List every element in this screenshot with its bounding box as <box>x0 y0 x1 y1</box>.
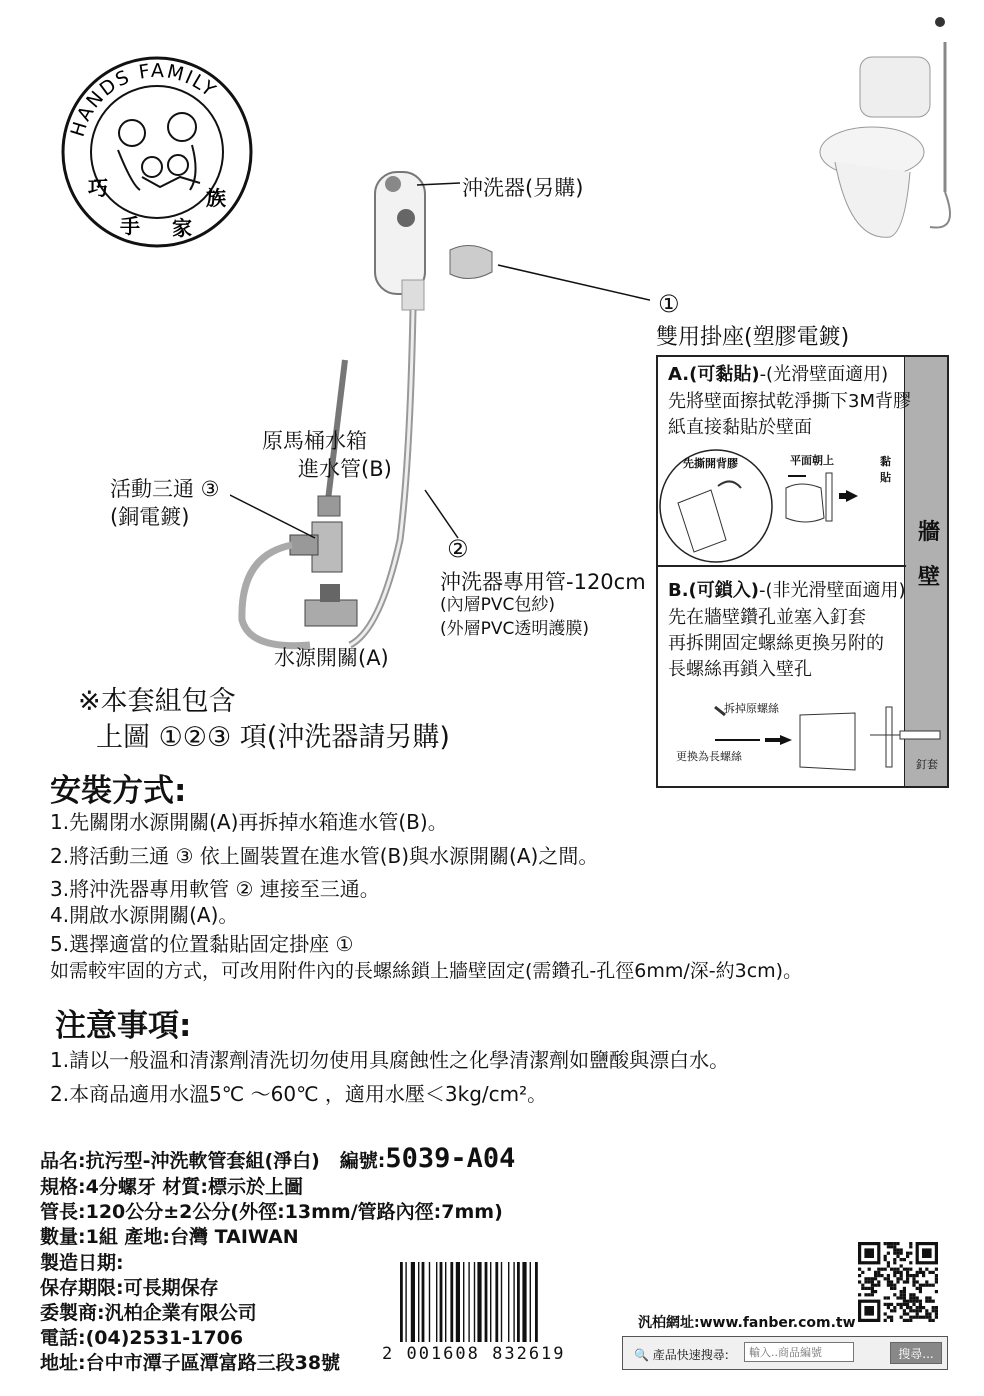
tee-label-2: (銅電鍍) <box>110 505 190 529</box>
valve-label: 水源開關(A) <box>274 646 389 670</box>
note-2: 2.本商品適用水溫5℃ ～60℃ ，適用水壓＜3kg/cm²。 <box>50 1082 548 1106</box>
hands-family-logo <box>60 55 255 250</box>
toilet-photo <box>810 12 980 252</box>
sprayer-label: 沖洗器(另購) <box>462 176 584 200</box>
method-a-line-1: 先將壁面擦拭乾淨撕下3M背膠 <box>668 391 911 412</box>
install-step-3: 3.將沖洗器專用軟管 ② 連接至三通。 <box>50 877 380 901</box>
hose-label-2: (內層PVC包紗) <box>440 595 556 615</box>
logo-arc-text: HANDS FAMILY <box>66 59 221 140</box>
product-spec: 規格:4分螺牙 材質:標示於上圖 <box>40 1176 304 1198</box>
search-input[interactable] <box>744 1342 854 1362</box>
method-b-line-1: 先在牆壁鑽孔並塞入釘套 <box>668 607 866 628</box>
wall-char-1: 牆 <box>918 520 941 545</box>
logo-char-2: 手 <box>120 214 140 238</box>
phone: 電話:(04)2531-1706 <box>40 1327 244 1349</box>
manufacturer: 委製商:汎柏企業有限公司 <box>40 1302 257 1324</box>
method-b-illustration <box>660 695 950 780</box>
product-qty: 數量:1組 產地:台灣 TAIWAN <box>40 1226 299 1248</box>
peel-backing-label: 先撕開背膠 <box>683 457 738 470</box>
search-button[interactable]: 搜尋... <box>890 1342 942 1364</box>
kit-note-2: 上圖 ①②③ 項(沖洗器請另購) <box>96 722 450 753</box>
stick-label: 黏貼 <box>880 455 891 484</box>
search-icon: 🔍 <box>634 1348 649 1362</box>
product-name: 品名:抗污型-沖洗軟管套組(淨白) 編號:5039-A04 <box>40 1143 516 1174</box>
address: 地址:台中市潭子區潭富路三段38號 <box>40 1352 341 1374</box>
remove-screw-label: 拆掉原螺絲 <box>724 702 779 715</box>
product-length: 管長:120公分±2公分(外徑:13mm/管路內徑:7mm) <box>40 1201 503 1223</box>
install-title: 安裝方式: <box>50 773 187 809</box>
inlet-label-1: 原馬桶水箱 <box>262 429 367 453</box>
flat-side-label: 平面朝上 <box>790 454 834 467</box>
install-step-2: 2.將活動三通 ③ 依上圖裝置在進水管(B)與水源開關(A)之間。 <box>50 844 599 868</box>
hose-label-3: (外層PVC透明護膜) <box>440 619 590 639</box>
method-a-line-2: 紙直接黏貼於壁面 <box>668 417 812 438</box>
install-step-5-note: 如需較牢固的方式，可改用附件內的長螺絲鎖上牆壁固定(需鑽孔-孔徑6mm/深-約3cm)。 <box>50 960 803 982</box>
method-b-line-2: 再拆開固定螺絲更換另附的 <box>668 633 884 654</box>
barcode <box>398 1262 588 1344</box>
hose-number: ② <box>447 535 469 563</box>
tee-label-1: 活動三通 ③ <box>110 477 220 501</box>
manufacture-date: 製造日期: <box>40 1252 124 1274</box>
logo-char-4: 族 <box>206 186 226 210</box>
website[interactable]: 汎柏網址:www.fanber.com.tw <box>638 1315 856 1331</box>
note-1: 1.請以一般溫和清潔劑清洗切勿使用具腐蝕性之化學清潔劑如鹽酸與漂白水。 <box>50 1048 730 1072</box>
method-b-line-3: 長螺絲再鎖入壁孔 <box>668 659 812 680</box>
replace-screw-label: 更換為長螺絲 <box>676 750 742 763</box>
barcode-number: 2 001608 832619 <box>382 1344 566 1364</box>
install-step-5: 5.選擇適當的位置黏貼固定掛座 ① <box>50 932 354 956</box>
holder-number: ① <box>658 290 680 318</box>
install-step-1: 1.先關閉水源開關(A)再拆掉水箱進水管(B)。 <box>50 810 448 834</box>
install-step-4: 4.開啟水源開關(A)。 <box>50 903 239 927</box>
logo-char-1: 巧 <box>88 176 108 200</box>
shelf-life: 保存期限:可長期保存 <box>40 1277 219 1299</box>
search-label: 🔍 產品快速搜尋: <box>634 1348 729 1362</box>
panel-divider <box>656 565 906 567</box>
holder-label: 雙用掛座(塑膠電鍍) <box>656 325 850 350</box>
kit-note-1: ※本套組包含 <box>78 686 236 717</box>
qr-code <box>858 1242 938 1322</box>
wall-char-2: 壁 <box>918 565 941 590</box>
notes-title: 注意事項: <box>55 1008 192 1044</box>
inlet-label-2: 進水管(B) <box>298 457 392 481</box>
method-b-title: B.(可鎖入)-(非光滑壁面適用) <box>668 580 906 601</box>
anchor-label: 釘套 <box>916 758 938 771</box>
method-a-title: A.(可黏貼)-(光滑壁面適用) <box>668 364 889 385</box>
logo-char-3: 家 <box>172 216 192 240</box>
hose-label-1: 沖洗器專用管-120cm <box>440 570 646 594</box>
